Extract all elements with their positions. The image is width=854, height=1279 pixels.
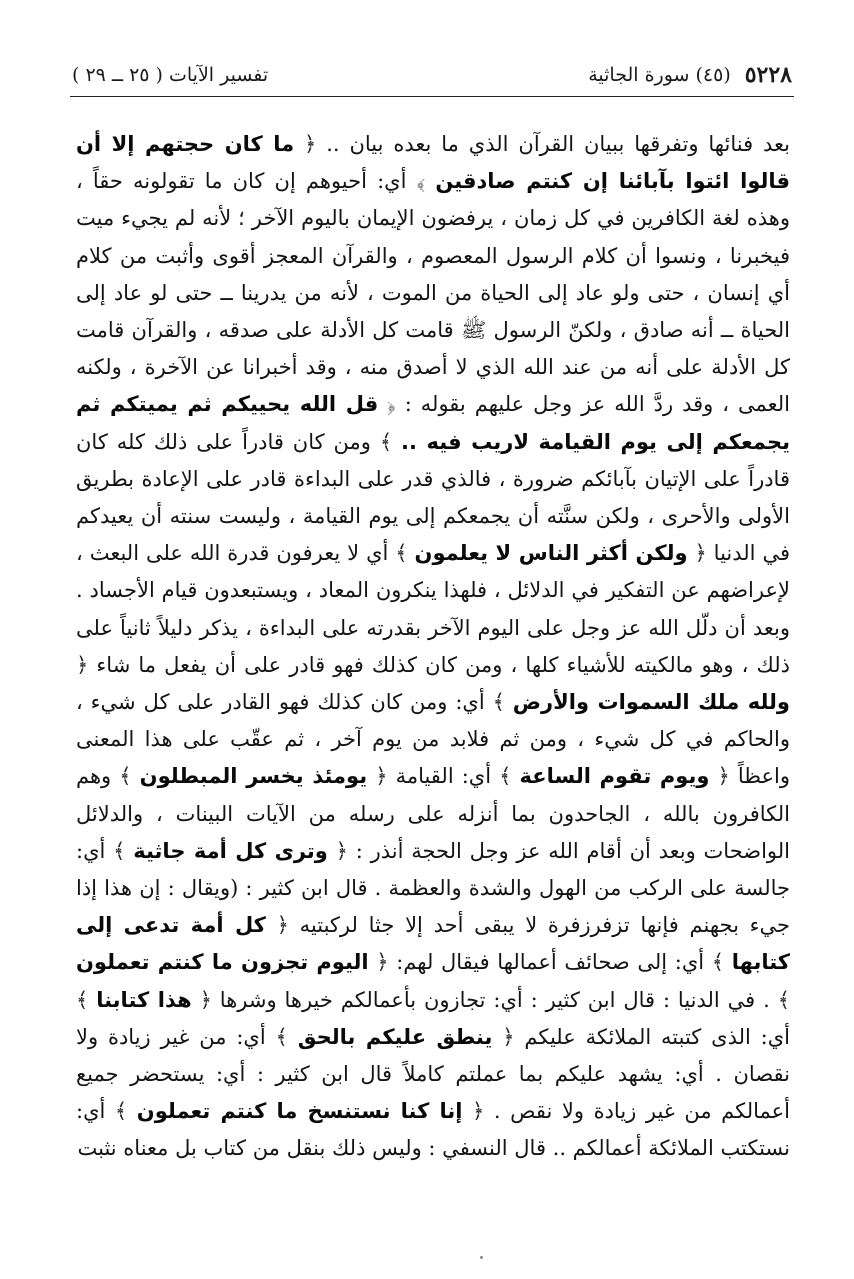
ornate-brace-open-icon: ﴿ bbox=[294, 132, 317, 156]
quran-verse: ينطق عليكم بالحق bbox=[297, 1024, 493, 1049]
tafsir-paragraph bbox=[76, 126, 790, 1168]
quran-verse: ما كان حجتهم إلا أن قالوا ائتوا بآبائنا إن كنتم صادقين bbox=[76, 132, 791, 194]
ornate-brace-close-icon: ﴾ bbox=[499, 764, 520, 789]
page-number: ٥٢٢٨ bbox=[744, 62, 792, 88]
ornate-brace-close-icon: ﴾ bbox=[113, 838, 134, 863]
ornate-brace-open-icon: ﴿ bbox=[378, 392, 396, 417]
quran-verse: إنا كنا نستنسخ ما كنتم تعملون bbox=[136, 1099, 463, 1124]
quran-verse: ولكن أكثر الناس لا يعلمون bbox=[414, 541, 688, 566]
commentary-text: أي: الذى كتبته الملائكة عليكم bbox=[514, 1024, 791, 1049]
ornate-brace-close-icon: ﴾ bbox=[119, 764, 140, 789]
surah-title: (٤٥) سورة الجاثية bbox=[588, 64, 731, 86]
ornate-brace-close-icon: ﴾ bbox=[275, 1024, 298, 1049]
ornate-brace-open-icon: ﴿ bbox=[367, 764, 388, 789]
commentary-text: ومن كان قادراً على ذلك كله كان قادراً على الإتيان بآبائكم ضرورة ، فالذي قدر على البداءة قادر على الإعادة بطريق الأولى والأحرى ، ولكن سنَّته أن يجمعكم إلى يوم القيامة ، وليست سنته أن يعيدكم في الدنيا bbox=[76, 429, 790, 566]
ornate-brace-close-icon: ﴾ bbox=[379, 429, 402, 454]
header-right-group bbox=[588, 62, 792, 88]
ornate-brace-open-icon: ﴿ bbox=[368, 950, 389, 975]
ornate-brace-open-icon: ﴿ bbox=[492, 1024, 515, 1049]
ornate-brace-close-icon: ﴾ bbox=[76, 987, 97, 1012]
quran-verse: قل الله يحييكم ثم يميتكم ثم يجمعكم إلى يوم القيامة لاريب فيه .. bbox=[76, 392, 790, 454]
quran-verse: هذا كتابنا bbox=[96, 987, 192, 1012]
tafsir-body bbox=[76, 126, 790, 1189]
commentary-text: أي لا يعرفون قدرة الله على البعث ، لإعراضهم عن التفكير في الدلائل ، فلهذا ينكرون المعاد ، ويستبعدون قيام الأجساد . وبعد أن دلّل الله عز وجل على اليوم الآخر بقدرته على البداءة ، يذكر دليلاً ثانياً على ذلك ، وهو مالكيته للأشياء كلها ، ومن كان كذلك فهو قادر على أن يفعل ما شاء bbox=[76, 541, 790, 677]
commentary-text: أي: جالسة على الركب من الهول والشدة والعظمة . قال ابن كثير : (ويقال : إن هذا إذا جيء بجهنم فإنها تزفرزفرة لا يبقى أحد إلا جثا لركبتيه bbox=[76, 838, 790, 938]
ornate-brace-close-icon: ﴾ bbox=[416, 169, 436, 194]
commentary-text: أي: نستكتب الملائكة أعمالكم .. قال النسفي : وليس ذلك بنقل من كتاب بل معناه نثبت bbox=[76, 1099, 790, 1161]
section-title: تفسير الآيات ( ٢٥ ــ ٢٩ ) bbox=[72, 64, 269, 86]
commentary-text: أي: أحيوهم إن كان ما تقولونه حقاً ، وهذه لغة الكافرين في كل زمان ، يرفضون الإيمان باليوم الآخر ؛ لأنه لم يجيء ميت فيخبرنا ، ونسوا أن كلام الرسول المعصوم ، والقرآن المعجز أقوى وأثبت من كلام أي إنسان ، حتى ولو عاد إلى الحياة من الموت ، لأنه من يدرينا ــ حتى لو عاد إلى الحياة ــ أنه صادق ، ولكنّ الرسول ﷺ قامت كل الأدلة على صدقه ، والقرآن قامت كل الأدلة على أنه من عند الله الذي لا أصدق منه ، وقد أخبرانا عن الآخرة ، ولكنه العمى ، وقد ردَّ الله عز وجل عليهم بقوله : bbox=[76, 169, 790, 417]
ornate-brace-open-icon: ﴿ bbox=[462, 1099, 485, 1124]
ornate-brace-close-icon: ﴾ bbox=[711, 950, 732, 975]
quran-verse: وترى كل أمة جاثية bbox=[133, 838, 328, 863]
ornate-brace-open-icon: ﴿ bbox=[76, 652, 89, 677]
ornate-brace-open-icon: ﴿ bbox=[687, 541, 707, 566]
commentary-text: بعد فنائها وتفرقها ببيان القرآن الذي ما بعده بيان .. bbox=[316, 132, 790, 156]
quran-verse: اليوم تجزون ما كنتم تعملون bbox=[76, 950, 369, 975]
commentary-text: أي: القيامة bbox=[387, 764, 500, 789]
commentary-text: أي: ومن كان كذلك فهو القادر على كل شيء ، والحاكم في كل شيء ، ومن ثم فلابد من يوم آخر ، ثم عقّب على هذا المعنى واعظاً bbox=[76, 690, 790, 789]
ornate-brace-close-icon: ﴾ bbox=[777, 987, 791, 1012]
commentary-text: . في الدنيا : قال ابن كثير : أي: تجازون بأعمالكم خيرها وشرها bbox=[211, 987, 778, 1012]
quran-verse: كل أمة تدعى إلى كتابها bbox=[76, 913, 791, 975]
ornate-brace-open-icon: ﴿ bbox=[265, 913, 289, 938]
commentary-text: أي: إلى صحائف أعمالها فيقال لهم: bbox=[388, 950, 712, 975]
quran-verse: ولله ملك السموات والأرض bbox=[512, 690, 790, 715]
header-divider bbox=[70, 96, 794, 97]
commentary-text: أي: من غير زيادة ولا نقصان . أي: يشهد عليكم بما عملتم كاملاً قال ابن كثير : أي: يستحضر جميع أعمالكم من غير زيادة ولا نقص . bbox=[76, 1024, 791, 1124]
ornate-brace-open-icon: ﴿ bbox=[709, 764, 730, 789]
running-header bbox=[72, 58, 792, 92]
ornate-brace-open-icon: ﴿ bbox=[327, 838, 348, 863]
commentary-text: وهم الكافرون بالله ، الجاحدون بما أنزله على رسله من الآيات البينات ، والدلائل الواضحات وبعد أن أقام الله عز وجل الحجة أنذر : bbox=[76, 764, 790, 863]
ornate-brace-open-icon: ﴿ bbox=[191, 987, 212, 1012]
quran-verse: يومئذ يخسر المبطلون bbox=[139, 764, 368, 789]
print-speck bbox=[480, 1256, 483, 1259]
ornate-brace-close-icon: ﴾ bbox=[395, 541, 415, 566]
ornate-brace-close-icon: ﴾ bbox=[492, 690, 513, 715]
ornate-brace-close-icon: ﴾ bbox=[114, 1099, 137, 1124]
quran-verse: ويوم تقوم الساعة bbox=[519, 764, 710, 789]
